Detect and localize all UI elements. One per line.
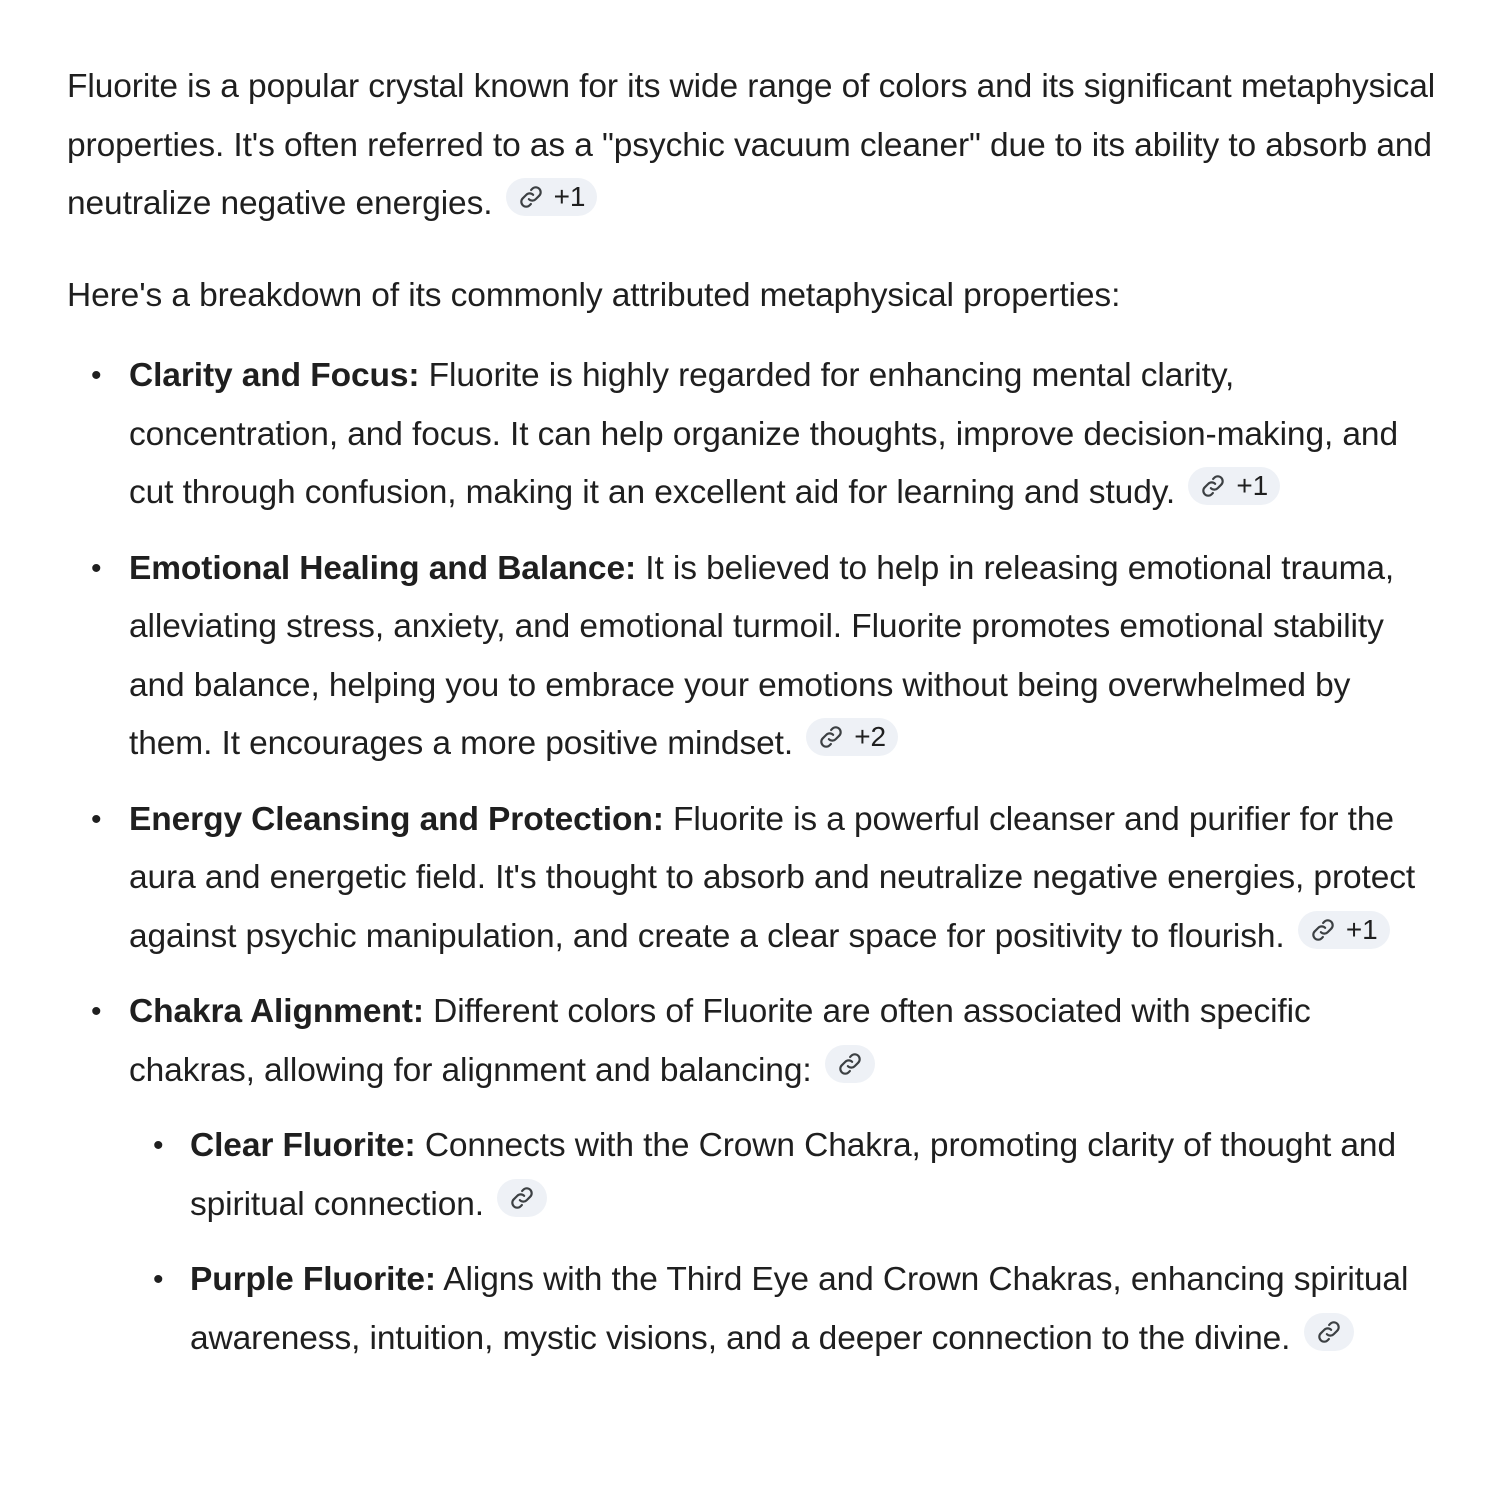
source-chip[interactable] [1188, 467, 1280, 505]
chakra-sublist [129, 1117, 1437, 1368]
bullet: • [91, 802, 102, 836]
properties-list [67, 347, 1437, 1368]
sub-list-item [129, 1117, 1437, 1234]
sub-list-item [129, 1251, 1437, 1368]
intro-paragraph [67, 58, 1437, 234]
link-icon [1316, 1319, 1342, 1345]
source-chip[interactable] [497, 1179, 547, 1217]
link-icon [509, 1185, 535, 1211]
item-text: Fluorite is a powerful cleanser and purifier for the aura and energetic field. It's thought to absorb and neutralize negative energies, protect against psychic manipulation, and create a clear space for positivity to flourish. [129, 800, 1416, 955]
item-title: Emotional Healing and Balance: [129, 549, 637, 587]
link-icon [818, 724, 844, 750]
item-text: Fluorite is highly regarded for enhancing mental clarity, concentration, and focus. It can help organize thoughts, improve decision-making, and cut through confusion, making it an excellent aid for learning and study. [129, 357, 1398, 511]
bullet: • [91, 359, 102, 392]
item-title: Energy Cleansing and Protection: [129, 800, 664, 838]
list-item [67, 347, 1437, 523]
item-title: Clarity and Focus: [129, 357, 420, 394]
link-icon [518, 184, 544, 210]
source-count: +2 [854, 721, 887, 752]
list-item [67, 983, 1437, 1368]
lead-paragraph: Here's a breakdown of its commonly attributed metaphysical properties: [67, 276, 1121, 314]
list-item [67, 540, 1437, 774]
response-content [67, 58, 1437, 1385]
item-text: Different colors of Fluorite are often associated with specific chakras, allowing for alignment and balancing: [129, 993, 1311, 1089]
link-icon [1200, 473, 1226, 499]
source-chip[interactable] [506, 178, 598, 216]
bullet: • [91, 551, 102, 585]
bullet: • [153, 1129, 164, 1162]
sub-item-title: Clear Fluorite: [190, 1127, 416, 1164]
sub-item-text: Connects with the Crown Chakra, promoting clarity of thought and spiritual connection. [190, 1127, 1396, 1223]
link-icon [1310, 917, 1336, 943]
item-text: It is believed to help in releasing emotional trauma, alleviating stress, anxiety, and emotional turmoil. Fluorite promotes emotional stability and balance, helping you to embrace your emotions without being overwhelmed by them. It encourages a more positive mindset. [129, 549, 1395, 762]
list-item [67, 791, 1437, 967]
source-chip[interactable] [1298, 911, 1390, 949]
source-count: +1 [1236, 470, 1269, 501]
bullet: • [153, 1263, 164, 1296]
source-chip[interactable] [825, 1045, 875, 1083]
sub-item-text: Aligns with the Third Eye and Crown Chakras, enhancing spiritual awareness, intuition, mystic visions, and a deeper connection to the divine. [190, 1261, 1409, 1357]
item-title: Chakra Alignment: [129, 993, 424, 1030]
link-icon [837, 1051, 863, 1077]
sub-item-title: Purple Fluorite: [190, 1261, 436, 1298]
source-chip[interactable] [806, 718, 898, 756]
intro-text: Fluorite is a popular crystal known for its wide range of colors and its significant metaphysical properties. It's often referred to as a "psychic vacuum cleaner" due to its ability to absorb and neutralize negative energies. [67, 68, 1436, 222]
source-count: +1 [553, 181, 586, 212]
source-chip[interactable] [1304, 1313, 1354, 1351]
bullet: • [91, 995, 102, 1028]
source-count: +1 [1345, 913, 1378, 945]
